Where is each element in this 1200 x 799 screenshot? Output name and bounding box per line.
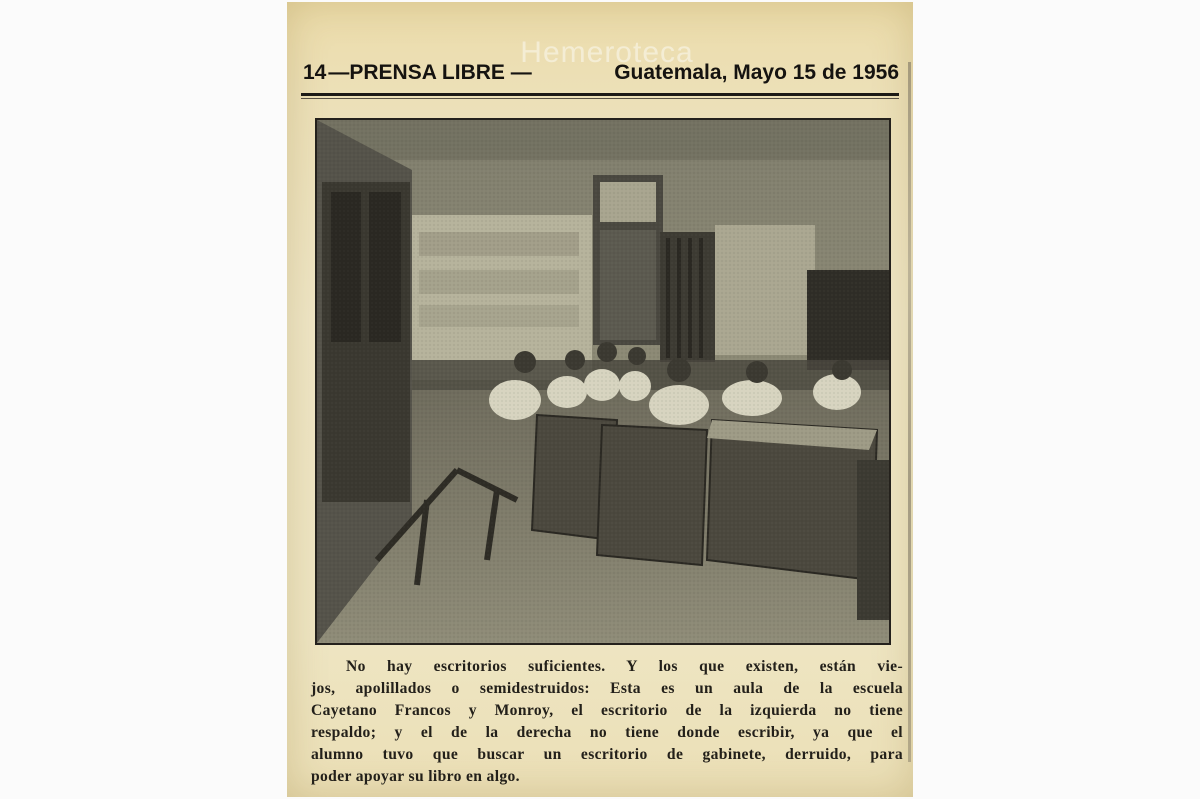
newspaper-name: —PRENSA LIBRE — — [328, 61, 532, 84]
classroom-photo-image — [317, 120, 889, 643]
caption-line: Cayetano Francos y Monroy, el escritorio de la izquierda no tiene — [311, 702, 903, 719]
caption-line: poder apoyar su libro en algo. — [311, 768, 520, 785]
issue-date: Guatemala, Mayo 15 de 1956 — [614, 61, 899, 84]
photo-caption — [311, 656, 903, 788]
caption-line: respaldo; y el de la derecha no tiene donde escribir, ya que el — [311, 724, 903, 741]
caption-line: alumno tuvo que buscar un escritorio de gabinete, derruido, para — [311, 746, 903, 763]
page-number: 14 — [303, 61, 327, 84]
page-edge-shadow — [908, 62, 911, 762]
caption-line: No hay escritorios suficientes. Y los que existen, están vie- — [346, 658, 903, 675]
masthead-rule — [301, 93, 899, 96]
caption-line: jos, apolillados o semidestruidos: Esta es un aula de la escuela — [311, 680, 903, 697]
classroom-photo — [315, 118, 891, 645]
masthead-rule-thin — [301, 98, 899, 99]
newspaper-page — [287, 2, 913, 797]
watermark: Hemeroteca — [520, 36, 694, 69]
masthead — [303, 56, 899, 90]
